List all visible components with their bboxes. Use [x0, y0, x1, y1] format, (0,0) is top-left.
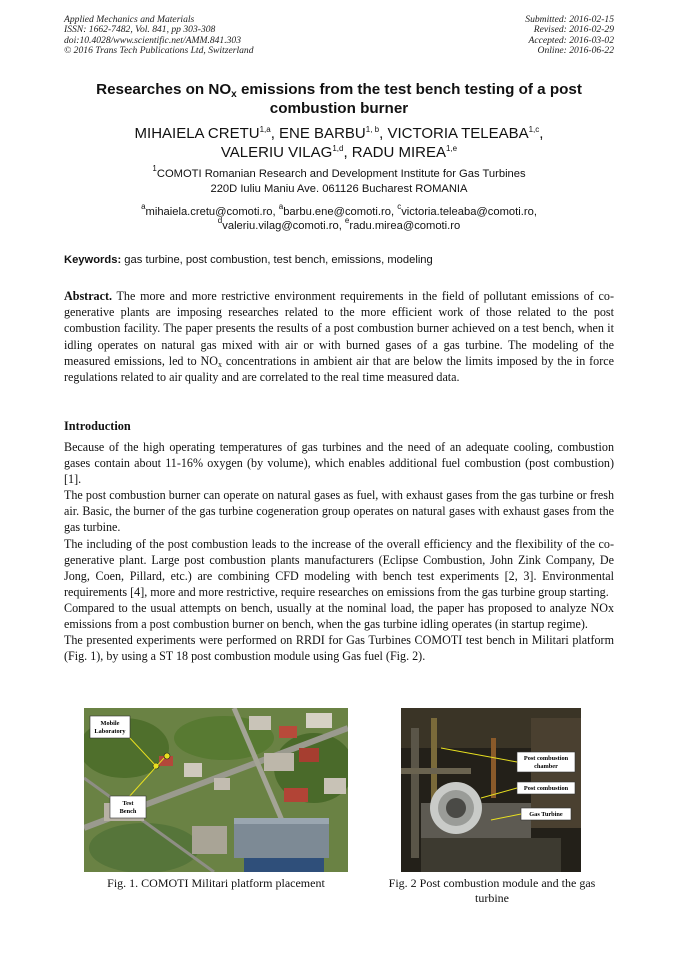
- publication-dates: [525, 15, 614, 56]
- building: [306, 713, 332, 728]
- building: [192, 826, 227, 854]
- abstract-subscript: x: [218, 359, 222, 369]
- title-part1: Researches on NO: [96, 81, 232, 98]
- pipe: [411, 728, 419, 858]
- affiliation-mark: 1: [152, 164, 157, 173]
- affiliation: [64, 164, 614, 197]
- author-list: [64, 124, 614, 162]
- figure-post-combustion-photo: [401, 708, 581, 872]
- journal-info: [64, 15, 254, 56]
- intake-core: [446, 798, 466, 818]
- pipe: [401, 768, 471, 774]
- author-name: RADU MIREA: [351, 144, 446, 161]
- email-separator: ,: [533, 206, 537, 218]
- email-link[interactable]: barbu.ene@comoti.ro: [283, 206, 391, 218]
- building: [214, 778, 230, 790]
- email-mark: a: [141, 202, 146, 211]
- email-separator: ,: [338, 220, 345, 232]
- building: [249, 716, 271, 730]
- paragraph: Because of the high operating temperatures of gas turbines and the need of an adequate cooling, combustion gases contain about 11-16% oxygen (by volume), which enables additional fuel combustion (post combustion) [1].: [64, 440, 614, 487]
- label-post-combustion: Post combustion: [523, 785, 569, 792]
- author-affil-mark: 1, b: [365, 125, 380, 134]
- label-bench: Bench: [119, 808, 137, 815]
- journal-copyright: © 2016 Trans Tech Publications Ltd, Switzerland: [64, 44, 254, 56]
- email-mark: a: [278, 202, 284, 211]
- email-link[interactable]: radu.mirea@comoti.ro: [349, 220, 461, 232]
- figure-aerial-photo: [84, 708, 348, 872]
- keywords-text: gas turbine, post combustion, test bench, emissions, modeling: [121, 254, 433, 266]
- author-name: VICTORIA TELEABA: [387, 125, 529, 142]
- building: [299, 748, 319, 762]
- label-chamber-line2: chamber: [534, 763, 558, 770]
- author-separator: ,: [379, 125, 388, 142]
- industrial-hall-roof: [234, 818, 329, 824]
- turbine-base: [421, 838, 561, 872]
- email-link[interactable]: mihaiela.cretu@comoti.ro: [145, 206, 273, 218]
- title-part2: emissions from the test bench testing of a post combustion burner: [236, 81, 582, 117]
- abstract: [64, 288, 614, 385]
- paper-title: [64, 80, 614, 118]
- label-mobile: Mobile: [100, 720, 120, 727]
- section-heading: Introduction: [64, 419, 131, 433]
- journal-issn: ISSN: 1662-7482, Vol. 841, pp 303-308: [64, 24, 216, 36]
- label-gas-turbine: Gas Turbine: [529, 811, 563, 818]
- author-affil-mark: 1,d: [332, 144, 344, 153]
- building: [184, 763, 202, 777]
- author-separator: ,: [270, 125, 280, 142]
- date-revised: Revised: 2016-02-29: [533, 24, 614, 36]
- pipe: [491, 738, 496, 798]
- title-subscript: x: [231, 89, 237, 100]
- label-test: Test: [122, 800, 134, 807]
- paragraph: The presented experiments were performed on RRDI for Gas Turbines COMOTI test bench in Militari platform (Fig. 1), by using a ST 18 post combustion module using Gas fuel (Fig. 2).: [64, 633, 614, 664]
- figure2-caption: Fig. 2 Post combustion module and the gas turbine: [388, 876, 596, 905]
- author-name: MIHAIELA CRETU: [134, 125, 260, 142]
- marker: [164, 753, 170, 759]
- author-name: VALERIU VILAG: [220, 144, 333, 161]
- figure1-caption: Fig. 1. COMOTI Militari platform placement: [107, 876, 325, 890]
- abstract-label: Abstract.: [64, 289, 113, 303]
- affiliation-institute: COMOTI Romanian Research and Development Institute for Gas Turbines: [156, 168, 526, 180]
- author-separator: ,: [343, 144, 352, 161]
- journal-doi: doi:10.4028/www.scientific.net/AMM.841.303: [64, 34, 242, 46]
- email-mark: c: [397, 202, 402, 211]
- date-submitted: Submitted: 2016-02-15: [525, 14, 614, 25]
- label-laboratory: Laboratory: [94, 728, 126, 735]
- date-accepted: Accepted: 2016-03-02: [528, 34, 614, 46]
- abstract-text: The more and more restrictive environment requirements in the field of pollutant emissions of co-generative plants are imposing researches related to the more efficient work of those related to the post combustion facility. The paper presents the results of a post combustion burner achieved on a test bench, when it idling operates on natural gas mixed with air or with burned gases of a gas turbine. The modeling of the measured emissions, led to NO: [64, 289, 614, 368]
- label-chamber-line1: Post combustion: [523, 755, 569, 762]
- author-affil-mark: 1,e: [445, 144, 458, 153]
- affiliation-address: 220D Iuliu Maniu Ave. 061126 Bucharest ROMANIA: [210, 183, 468, 195]
- author-affil-mark: 1,a: [259, 125, 271, 134]
- email-mark: e: [344, 216, 350, 225]
- building: [284, 788, 308, 802]
- building: [264, 753, 294, 771]
- journal-name: Applied Mechanics and Materials: [64, 14, 195, 25]
- keywords: [64, 253, 614, 267]
- building: [324, 778, 346, 794]
- paragraph: The including of the post combustion leads to the increase of the overall efficiency and the flexibility of the co-generative plant. Large post combustion plants manufacturers (Eclipse Combustion, John Zink Company, De Jong, Coen, Pillard, etc.) are combining CFD modeling with bench test experiments [2, 3]. Environmental requirements [4], more and more restrictive, require researches on emissions from the gas turbine group starting.: [64, 536, 614, 599]
- email-link[interactable]: valeriu.vilag@comoti.ro: [222, 220, 339, 232]
- abstract-text-cont: concentrations in ambient air that are below the limits imposed by the in force regulations related to air quality and are correlated to the real time measured data.: [64, 353, 614, 385]
- post-combustion-graphic: [401, 708, 581, 872]
- author-affil-mark: 1,c: [528, 125, 540, 134]
- paragraph: The post combustion burner can operate on natural gases as fuel, with exhaust gases from the gas turbine or fresh air. Basic, the burner of the gas turbine cogeneration group operates on natural gases with exhaust gases from the gas turbine.: [64, 488, 614, 535]
- author-separator: ,: [539, 125, 544, 142]
- email-mark: d: [217, 216, 223, 225]
- author-emails: [64, 202, 614, 233]
- aerial-map-graphic: [84, 708, 348, 872]
- building: [279, 726, 297, 738]
- email-separator: ,: [390, 206, 398, 218]
- paragraph: Compared to the usual attempts on bench, usually at the nominal load, the paper has proposed to analyze NOx emissions from a post combustion burner on bench, when the gas turbine idling operates (in startup regime).: [64, 600, 614, 632]
- section-body: [64, 439, 614, 664]
- email-link[interactable]: victoria.teleaba@comoti.ro: [401, 206, 534, 218]
- date-online: Online: 2016-06-22: [537, 44, 614, 56]
- author-name: ENE BARBU: [279, 125, 366, 142]
- keywords-label: Keywords:: [64, 254, 122, 266]
- email-separator: ,: [272, 206, 279, 218]
- industrial-hall-blue: [244, 858, 324, 872]
